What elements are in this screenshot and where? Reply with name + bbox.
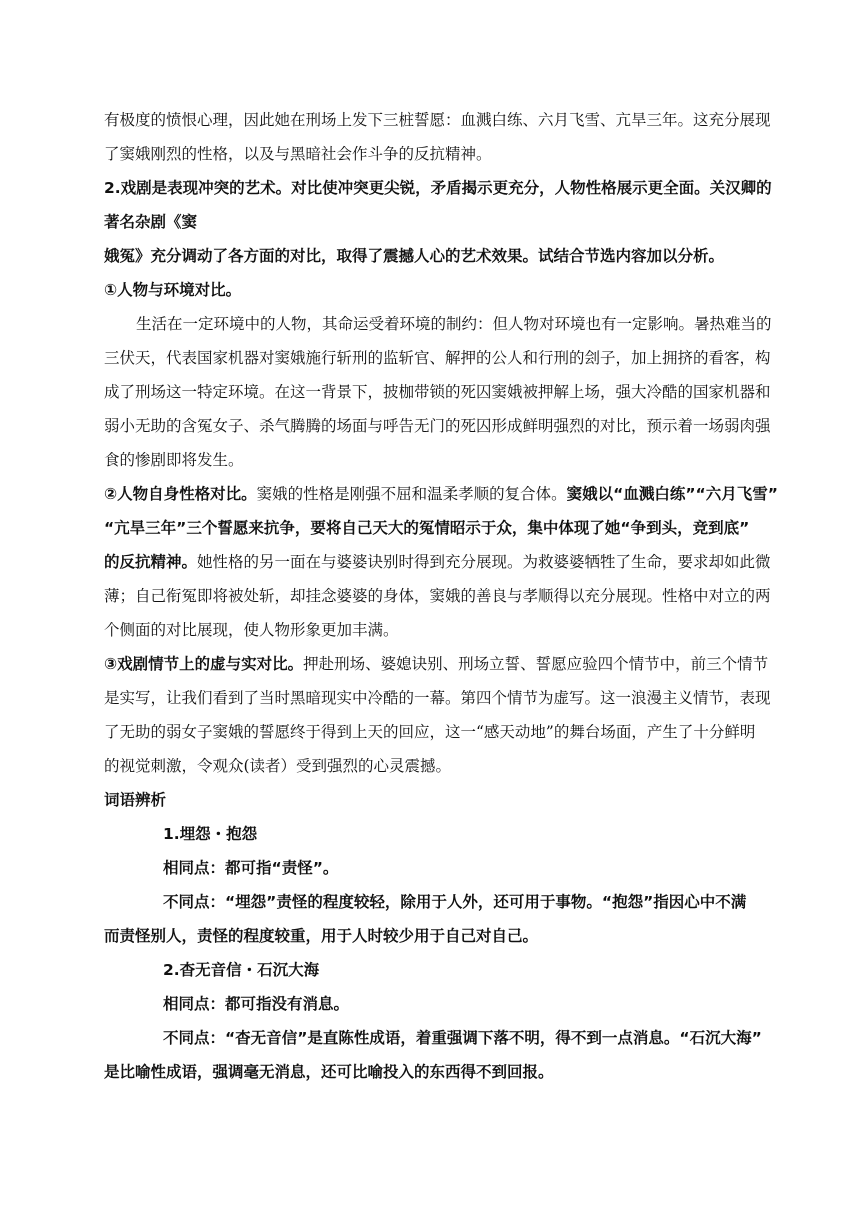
text-span: 押赴刑场、婆媳诀别、刑场立誓、誓愿应验四个情节中，前三个情节	[303, 655, 769, 673]
emphasis-span: 窦娥以“血溅白练”“六月飞雪”	[566, 485, 778, 503]
question-heading: 娥冤》充分调动了各方面的对比，取得了震撼人心的艺术效果。试结合节选内容加以分析。	[104, 247, 725, 265]
vocab-heading: 词语辨析	[104, 791, 167, 809]
vocab-difference: 不同点：“杳无音信”是直陈性成语，着重强调下落不明，得不到一点消息。“石沉大海”	[163, 1029, 762, 1047]
vocab-similarity: 相同点：都可指“责怪”。	[163, 859, 339, 877]
text-span: 她性格的另一面在与婆婆诀别时得到充分展现。为救婆婆牺牲了生命，要求却如此微	[197, 553, 771, 571]
vocab-item-title: 1.埋怨・抱怨	[163, 825, 258, 843]
text-line: 三伏天，代表国家机器对窦娥施行斩刑的监斩官、解押的公人和行刑的刽子，加上拥挤的看客，构	[104, 349, 771, 367]
text-line: 个侧面的对比展现，使人物形象更加丰满。	[104, 621, 399, 639]
text-line: 了无助的弱女子窦娥的誓愿终于得到上天的回应，这一“感天动地”的舞台场面，产生了十分鲜明	[104, 723, 756, 741]
question-heading: 著名杂剧《窦	[104, 213, 198, 231]
text-line: 成了刑场这一特定环境。在这一背景下，披枷带锁的死囚窦娥被押解上场，强大冷酷的国家机器和	[104, 383, 771, 401]
question-heading: 2.戏剧是表现冲突的艺术。对比使冲突更尖锐，矛盾揭示更充分，人物性格展示更全面。关汉卿的	[104, 179, 772, 197]
text-line: 生活在一定环境中的人物，其命运受着环境的制约：但人物对环境也有一定影响。暑热难当的	[136, 315, 772, 333]
emphasis-span: 的反抗精神。	[104, 553, 198, 571]
text-line: 有极度的愤恨心理，因此她在刑场上发下三桩誓愿：血溅白练、六月飞雪、亢旱三年。这充分展现	[104, 111, 771, 129]
mixed-line	[104, 552, 771, 572]
text-line: 薄；自己衔冤即将被处斩，却挂念婆婆的身体，窦娥的善良与孝顺得以充分展现。性格中对立的两	[104, 587, 771, 605]
vocab-difference: 不同点：“埋怨”责怪的程度较轻，除用于人外，还可用于事物。“抱怨”指因心中不满	[163, 893, 747, 911]
text-line: 了窦娥刚烈的性格，以及与黑暗社会作斗争的反抗精神。	[104, 145, 492, 163]
text-line: 弱小无助的含冤女子、杀气腾腾的场面与呼告无门的死囚形成鲜明强烈的对比，预示着一场弱肉强	[104, 417, 771, 435]
text-span: 窦娥的性格是刚强不屈和温柔孝顺的复合体。	[256, 485, 567, 503]
mixed-line	[104, 484, 778, 504]
section-heading: ①人物与环境对比。	[104, 281, 242, 299]
section-heading: ③戏剧情节上的虚与实对比。	[104, 655, 304, 673]
text-line: 食的惨剧即将发生。	[104, 451, 244, 469]
vocab-similarity: 相同点：都可指没有消息。	[163, 995, 350, 1013]
vocab-item-title: 2.杳无音信・石沉大海	[163, 961, 320, 979]
text-line: 是实写，让我们看到了当时黑暗现实中冷酷的一幕。第四个情节为虚写。这一浪漫主义情节，表现	[104, 689, 771, 707]
text-line: 的视觉刺激，令观众(读者）受到强烈的心灵震撼。	[104, 757, 452, 775]
section-heading: ②人物自身性格对比。	[104, 485, 257, 503]
mixed-line	[104, 654, 768, 674]
vocab-difference: 而责怪别人，责怪的程度较重，用于人时较少用于自己对自己。	[104, 927, 539, 945]
emphasis-line: “亢旱三年”三个誓愿来抗争，要将自己天大的冤情昭示于众，集中体现了她“争到头，竞到底”	[104, 519, 750, 537]
vocab-difference: 是比喻性成语，强调毫无消息，还可比喻投入的东西得不到回报。	[104, 1063, 554, 1081]
